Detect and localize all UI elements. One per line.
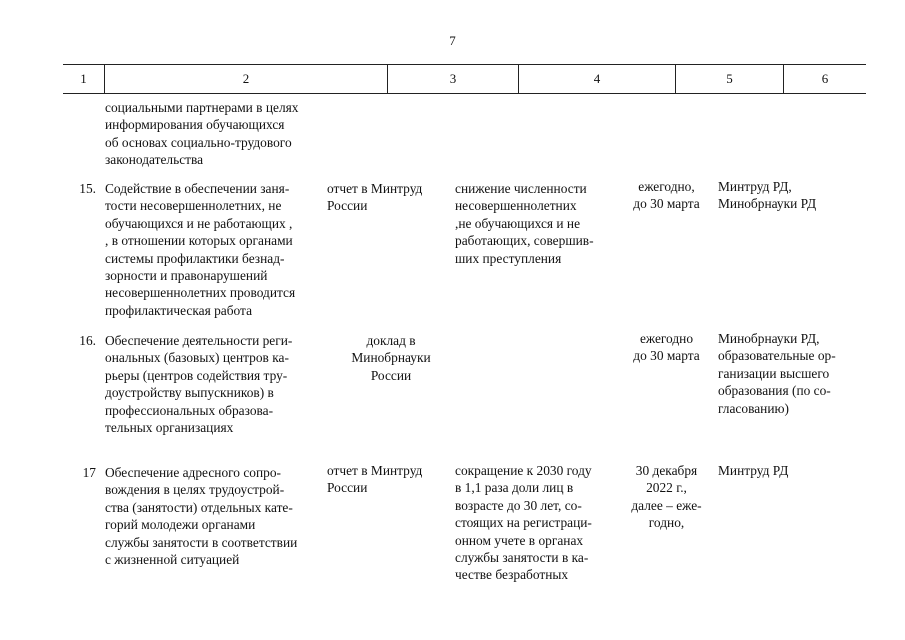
text-line: в 1,1 раза доли лиц в [455,480,574,496]
text-line: возрасте до 30 лет, со- [455,497,582,513]
row-deadline [613,178,720,213]
text-line: работающих, совершив- [455,233,594,249]
text-line: ганизации высшего [718,365,830,381]
text-line: Минтруд РД [718,463,789,478]
text-line: России [327,480,368,496]
text-line: профессиональных образова- [105,402,274,418]
text-line: Минобрнауки РД [718,196,817,212]
text-line: 30 декабря [635,463,698,478]
text-line: Обеспечение деятельности реги- [105,333,293,348]
row-number: 16. [79,333,96,348]
row-indicator [455,462,611,584]
text-line: стоящих на регистраци- [455,515,592,531]
text-line: профилактическая работа [105,302,253,318]
text-line: об основах социально-трудового [105,134,292,150]
text-line: службы занятости в ка- [455,550,589,566]
text-line: далее – еже- [631,497,702,513]
text-line: Содействие в обеспечении заня- [105,181,290,196]
text-line: тельных организациях [105,420,234,436]
page-number: 7 [449,33,456,48]
row-executors [718,462,858,479]
text-line: честве безработных [455,567,569,583]
row-number: 17 [82,465,96,480]
row-measure-text [105,180,322,319]
text-line: России [327,198,368,214]
text-line: ших преступления [455,250,562,266]
row-deadline [613,462,720,532]
text-line: 2022 г., [646,480,687,496]
text-line: , в отношении которых органами [105,233,293,249]
header-col-2: 2 [242,71,250,86]
text-line: вождения в целях трудоустрой- [105,482,285,498]
text-line: сокращение к 2030 году [455,463,592,478]
text-line: обучающихся и не работающих , [105,215,293,231]
text-line: с жизненной ситуацией [105,552,240,568]
header-col-1: 1 [80,71,87,86]
text-line: гласованию) [718,400,789,416]
row-report-form [327,180,455,215]
row-indicator [455,180,611,267]
header-col-6: 6 [821,71,829,86]
continuation-measure-text [105,99,322,169]
text-line: отчет в Минтруд [327,181,423,196]
text-line: законодательства [105,152,204,168]
row-measure-text [105,464,322,568]
text-line: снижение численности [455,181,587,196]
text-line: до 30 марта [633,196,700,212]
row-report-form [327,462,455,497]
text-line: несовершеннолетних [455,198,577,214]
row-executors [718,178,858,213]
text-line: социальными партнерами в целях [105,100,299,115]
text-line: ежегодно, [638,179,695,194]
text-line: отчет в Минтруд [327,463,423,478]
row-deadline [613,330,720,365]
table-header [63,64,866,94]
text-line: образовательные ор- [718,348,836,364]
text-line: ональных (базовых) центров ка- [105,350,289,366]
header-col-3: 3 [449,71,457,86]
text-line: ,не обучающихся и не [455,215,581,231]
text-line: тости несовершеннолетних, не [105,198,282,214]
row-measure-text [105,332,322,436]
text-line: доклад в [366,333,416,348]
row-number: 15. [79,181,96,196]
text-line: доустройству выпускников) в [105,385,274,401]
text-line: онном учете в органах [455,532,584,548]
text-line: Обеспечение адресного сопро- [105,465,281,480]
text-line: горий молодежи органами [105,517,256,533]
header-col-5: 5 [726,71,733,86]
text-line: Минобрнауки [351,350,431,366]
text-line: зорности и правонарушений [105,268,268,284]
text-line: рьеры (центров содействия тру- [105,367,288,383]
text-line: системы профилактики безнад- [105,250,285,266]
text-line: годно, [648,515,685,531]
text-line: Минобрнауки РД, [718,331,820,346]
row-executors [718,330,858,417]
text-line: образования (по со- [718,383,831,399]
header-col-4: 4 [593,71,601,86]
text-line: несовершеннолетних проводится [105,285,296,301]
text-line: Минтруд РД, [718,179,792,194]
row-report-form [327,332,455,384]
text-line: информирования обучающихся [105,117,285,133]
text-line: России [370,367,412,383]
text-line: до 30 марта [633,348,700,364]
text-line: ства (занятости) отдельных кате- [105,499,293,515]
text-line: службы занятости в соответствии [105,534,298,550]
text-line: ежегодно [639,331,694,346]
